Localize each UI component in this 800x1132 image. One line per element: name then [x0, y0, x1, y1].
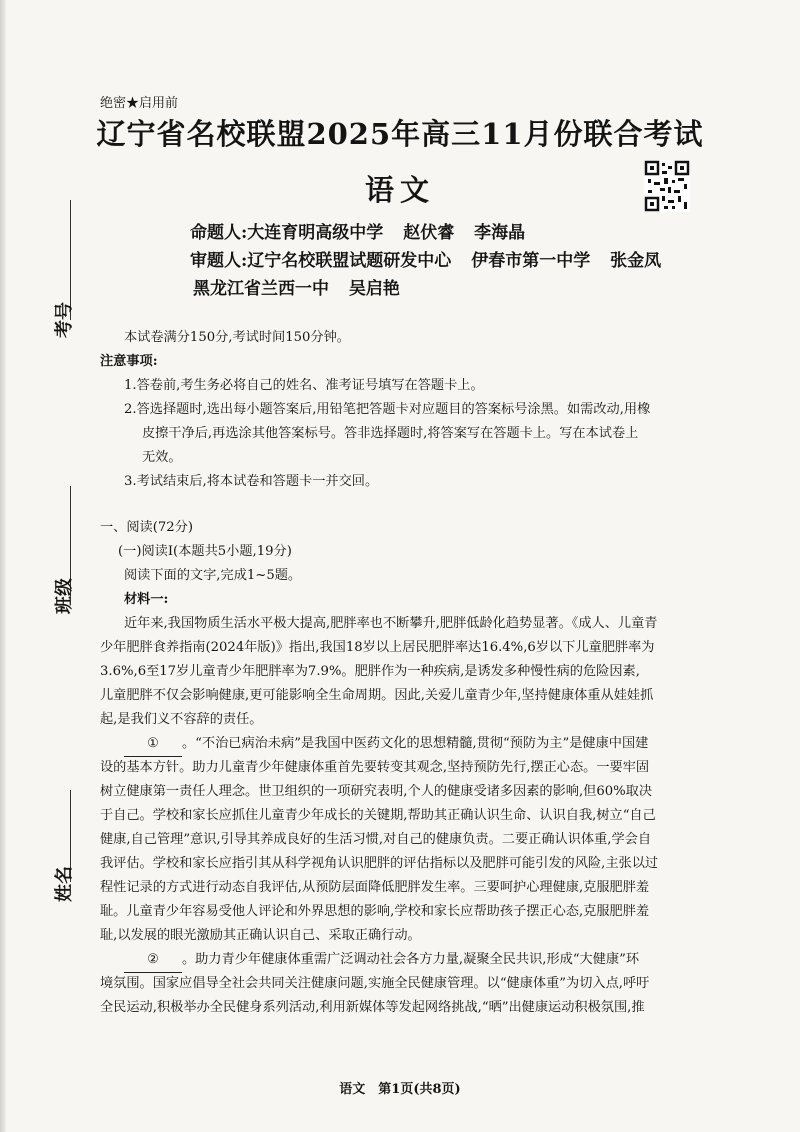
note-2c: 无效。	[142, 450, 182, 465]
section-heading: 一、阅读(72分)	[100, 520, 194, 535]
setter-name: 李海晶	[474, 223, 526, 243]
class-label: 班级	[54, 578, 75, 614]
passage-line-with-blank	[124, 948, 639, 973]
note-2b: 皮擦干净后,再选涂其他答案标号。答非选择题时,将答案写在答题卡上。写在本试卷上	[142, 426, 639, 441]
reviewer-line-2	[193, 274, 400, 299]
exam-title: 辽宁省名校联盟2025年高三11月份联合考试	[96, 117, 704, 151]
reviewer-line	[190, 246, 661, 271]
note-1: 1.答卷前,考生务必将自己的姓名、准考证号填写在答题卡上。	[124, 378, 484, 393]
passage-line: 耻,以发展的眼光激励其正确认识自己、采取正确行动。	[100, 928, 421, 943]
setter-school: 大连育明高级中学	[247, 223, 384, 243]
name-label: 姓名	[54, 866, 75, 902]
page-footer: 语文 第1页(共8页)	[339, 1082, 461, 1097]
subject-title: 语文	[364, 173, 435, 207]
passage-line: 耻。儿童青少年容易受他人评论和外界思想的影响,学校和家长应帮助孩子摆正心态,克服肥胖羞	[100, 904, 650, 919]
score-time-text: 本试卷满分150分,考试时间150分钟。	[124, 330, 350, 345]
qr-code-icon	[644, 160, 690, 212]
passage-text: 。助力青少年健康体重需广泛调动社会各方力量,凝聚全民共识,形成“大健康”环	[182, 952, 640, 967]
reviewer-name: 张金凤	[610, 251, 662, 271]
reviewer-school: 黑龙江省兰西一中	[193, 279, 329, 299]
passage-line: 我评估。学校和家长应指引其从科学视角认识肥胖的评估指标以及肥胖可能引发的风险,主张以过	[100, 856, 659, 871]
exam-no-label: 考号	[54, 302, 75, 338]
passage-line: 3.6%,6至17岁儿童青少年肥胖率为7.9%。肥胖作为一种疾病,是诱发多种慢性病的危险因素,	[100, 664, 640, 679]
passage-line: 起,是我们义不容辞的责任。	[100, 712, 263, 727]
passage-line: 于自己。学校和家长应抓住儿童青少年成长的关键期,帮助其正确认识生命、认识自我,树立“自己	[100, 808, 656, 823]
reviewer-label: 审题人:	[190, 251, 248, 271]
passage-line: 健康,自己管理”意识,引导其养成良好的生活习惯,对自己的健康负责。二要正确认识体重,学会自	[100, 832, 652, 847]
passage-line: 境氛围。国家应倡导全社会共同关注健康问题,实施全民健康管理。以“健康体重”为切入点,呼吁	[100, 976, 650, 991]
setter-line	[190, 218, 525, 243]
passage-line: 程性记录的方式进行动态自我评估,从预防层面降低肥胖发生率。三要呵护心理健康,克服肥胖羞	[100, 880, 650, 895]
setter-name: 赵伏睿	[403, 223, 455, 243]
passage-line: 近年来,我国物质生活水平极大提高,肥胖率也不断攀升,肥胖低龄化趋势显著。《成人、儿童青	[124, 616, 658, 631]
passage-text: 。“不治已病治未病”是我国中医药文化的思想精髓,贯彻“预防为主”是健康中国建	[182, 736, 649, 751]
notes-title: 注意事项:	[100, 354, 158, 369]
note-3: 3.考试结束后,将本试卷和答题卡一并交回。	[124, 474, 379, 489]
reviewer-name: 吴启艳	[348, 279, 400, 299]
material-label: 材料一:	[124, 592, 169, 607]
sub-heading: (一)阅读Ⅰ(本题共5小题,19分)	[118, 544, 292, 559]
setter-label: 命题人:	[190, 223, 248, 243]
reviewer-school: 伊春市第一中学	[471, 251, 591, 271]
blank-1[interactable]: ①	[124, 732, 182, 757]
blank-2[interactable]: ②	[124, 948, 182, 973]
note-2a: 2.答选择题时,选出每小题答案后,用铅笔把答题卡对应题目的答案标号涂黑。如需改动,用橡	[124, 402, 651, 417]
direction-text: 阅读下面的文字,完成1~5题。	[124, 568, 302, 583]
passage-line: 全民运动,积极举办全民健身系列活动,利用新媒体等发起网络挑战,“晒”出健康运动积极氛围,推	[100, 1000, 645, 1015]
passage-line: 少年肥胖食养指南(2024年版)》指出,我国18岁以上居民肥胖率达16.4%,6岁以下儿童肥胖率为	[100, 640, 655, 655]
passage-line: 儿童肥胖不仅会影响健康,更可能影响全生命周期。因此,关爱儿童青少年,坚持健康体重从娃娃抓	[100, 688, 654, 703]
passage-line-with-blank	[124, 732, 648, 757]
passage-line: 设的基本方针。助力儿童青少年健康体重首先要转变其观念,坚持预防先行,摆正心态。一要牢固	[100, 760, 650, 775]
confidential-mark: 绝密★启用前	[100, 96, 179, 111]
reviewer-org: 辽宁名校联盟试题研发中心	[247, 251, 452, 271]
passage-line: 树立健康第一责任人理念。世卫组织的一项研究表明,个人的健康受诸多因素的影响,但60%取决	[100, 784, 653, 799]
